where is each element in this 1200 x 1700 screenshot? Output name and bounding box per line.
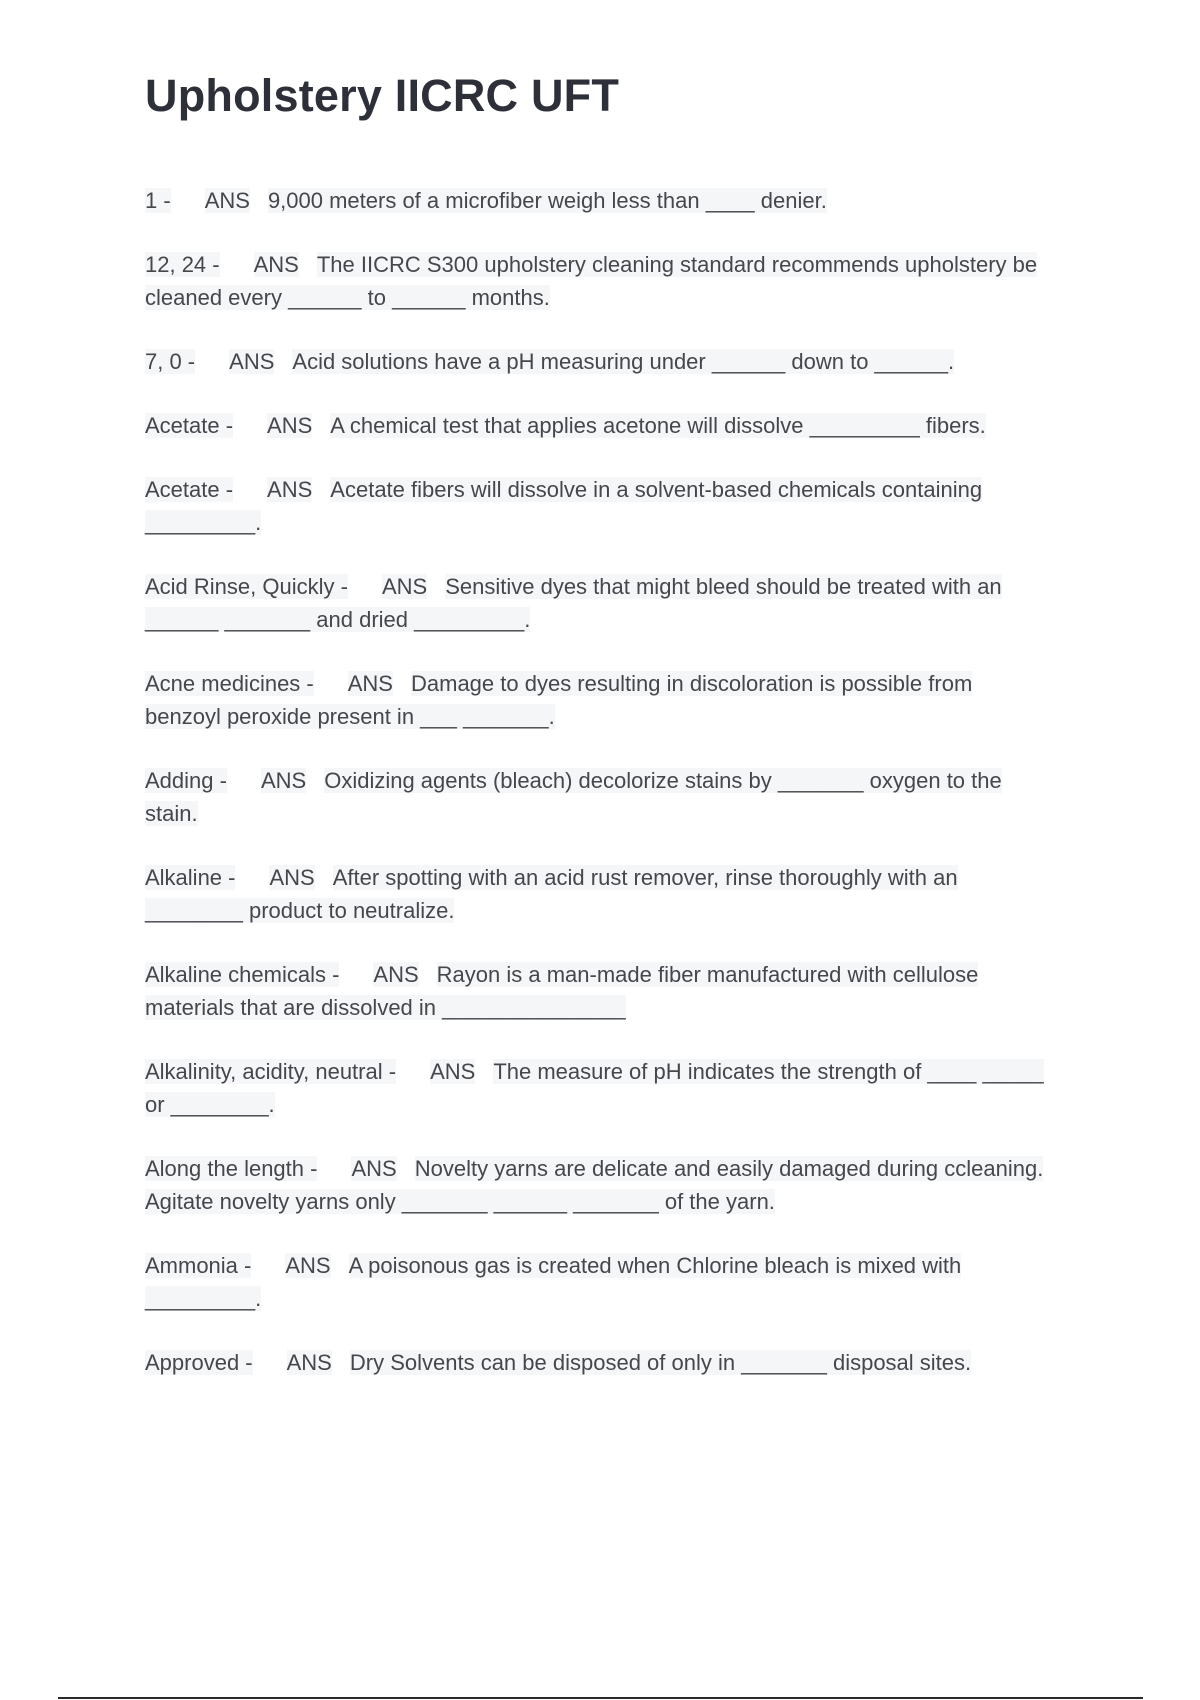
ans-label: ANS — [347, 671, 393, 696]
ans-label: ANS — [430, 1059, 476, 1084]
answer-text: Acetate - — [145, 413, 234, 438]
question-text: The measure of pH indicates the strength of ____ _____ or ________. — [145, 1059, 1044, 1117]
ans-label: ANS — [381, 574, 428, 599]
answer-text: 1 - — [145, 188, 171, 213]
list-item — [145, 1249, 1045, 1315]
list-item — [145, 1346, 1045, 1379]
ans-label: ANS — [285, 1253, 331, 1278]
question-text: Rayon is a man-made fiber manufactured with cellulose materials that are dissolved in _______________ — [145, 962, 979, 1020]
question-text: Damage to dyes resulting in discoloration is possible from benzoyl peroxide present in ___ _______. — [145, 671, 973, 729]
list-item — [145, 764, 1045, 830]
list-item — [145, 1055, 1045, 1121]
qa-list — [145, 184, 1045, 1410]
ans-label: ANS — [253, 252, 299, 277]
question-text: Acetate fibers will dissolve in a solvent-based chemicals containing _________. — [145, 477, 983, 535]
ans-label: ANS — [286, 1350, 332, 1375]
answer-text: Alkaline - — [145, 865, 236, 890]
answer-text: Acetate - — [145, 477, 234, 502]
question-text: Acid solutions have a pH measuring under ______ down to ______. — [292, 349, 955, 374]
question-text: The IICRC S300 upholstery cleaning standard recommends upholstery be cleaned every ______ to ______ months. — [145, 252, 1038, 310]
ans-label: ANS — [260, 768, 307, 793]
list-item — [145, 345, 1045, 378]
answer-text: Alkaline chemicals - — [145, 962, 340, 987]
list-item — [145, 667, 1045, 733]
ans-label: ANS — [267, 413, 313, 438]
list-item — [145, 570, 1045, 636]
ans-label: ANS — [269, 865, 315, 890]
answer-text: Approved - — [145, 1350, 253, 1375]
question-text: A chemical test that applies acetone will dissolve _________ fibers. — [330, 413, 986, 438]
list-item — [145, 958, 1045, 1024]
answer-text: Acid Rinse, Quickly - — [145, 574, 348, 599]
ans-label: ANS — [351, 1156, 397, 1181]
answer-text: Along the length - — [145, 1156, 318, 1181]
question-text: Dry Solvents can be disposed of only in _______ disposal sites. — [349, 1350, 972, 1375]
list-item — [145, 184, 1045, 217]
ans-label: ANS — [229, 349, 275, 374]
answer-text: 7, 0 - — [145, 349, 196, 374]
question-text: A poisonous gas is created when Chlorine bleach is mixed with _________. — [145, 1253, 962, 1311]
ans-label: ANS — [267, 477, 313, 502]
list-item — [145, 473, 1045, 539]
ans-label: ANS — [373, 962, 419, 987]
ans-label: ANS — [204, 188, 250, 213]
list-item — [145, 248, 1045, 314]
list-item — [145, 409, 1045, 442]
answer-text: Adding - — [145, 768, 227, 793]
list-item — [145, 861, 1045, 927]
question-text: 9,000 meters of a microfiber weigh less than ____ denier. — [267, 188, 827, 213]
answer-text: Acne medicines - — [145, 671, 314, 696]
page-title: Upholstery IICRC UFT — [145, 70, 620, 121]
list-item — [145, 1152, 1045, 1218]
answer-text: Ammonia - — [145, 1253, 252, 1278]
answer-text: Alkalinity, acidity, neutral - — [145, 1059, 397, 1084]
answer-text: 12, 24 - — [145, 252, 220, 277]
page-bottom-divider — [58, 1697, 1143, 1699]
question-text: Oxidizing agents (bleach) decolorize stains by _______ oxygen to the stain. — [145, 768, 1002, 826]
question-text: Sensitive dyes that might bleed should be treated with an ______ _______ and dried _________. — [145, 574, 1002, 632]
question-text: After spotting with an acid rust remover, rinse thoroughly with an ________ product to neutralize. — [145, 865, 958, 923]
question-text: Novelty yarns are delicate and easily damaged during ccleaning. Agitate novelty yarns only _______ ______ _______ of the yarn. — [145, 1156, 1044, 1214]
